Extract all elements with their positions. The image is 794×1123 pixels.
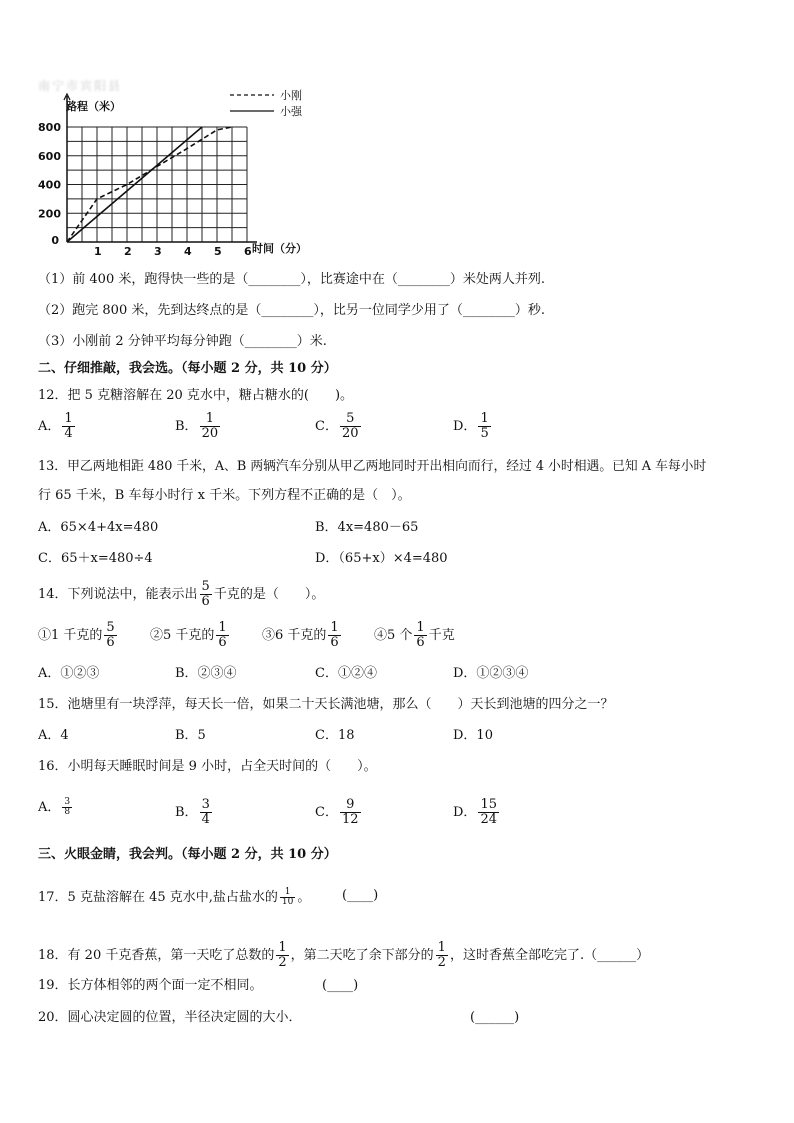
q14-option-c: C．①②④ — [315, 666, 377, 681]
q13-option-b: B．4x=480－65 — [315, 520, 419, 535]
q14-item-4: ④5 个 $\frac{1}{6}$ 千克 — [374, 620, 455, 650]
q15-option-b: B．5 — [175, 728, 206, 743]
q14-option-d: D．①②③④ — [453, 666, 529, 681]
q14-option-b: B．②③④ — [175, 666, 237, 681]
q12-option-d: D． $\frac{1}{5}$ — [453, 411, 489, 441]
q20: 20．圆心决定圆的位置，半径决定圆的大小． — [38, 1010, 302, 1025]
y-tick-label: 0 — [51, 234, 59, 247]
q14-stem: 14．下列说法中，能表示出 $\frac{5}{6}$ 千克的是（ ）。 — [38, 579, 325, 609]
q15-option-a: A．4 — [38, 728, 69, 743]
q14-item-3: ③6 千克的 $\frac{1}{6}$ — [262, 620, 339, 650]
chart-grid — [67, 127, 247, 242]
q14-item-2: ②5 千克的 $\frac{1}{6}$ — [150, 620, 227, 650]
q13-line1: 13．甲乙两地相距 480 千米，A、B 两辆汽车分别从甲乙两地同时开出相向而行，经过 4 小时相遇。已知 A 车每小时 — [38, 459, 707, 474]
section3-heading: 三、火眼金睛，我会判。（每小题 2 分，共 10 分） — [38, 847, 337, 862]
q17-answer-blank[interactable]: (____) — [342, 888, 379, 903]
q14-item-1: ①1 千克的 $\frac{5}{6}$ — [38, 620, 115, 650]
y-tick-label: 400 — [38, 178, 61, 192]
q16-option-d: D． $\frac{15}{24}$ — [453, 797, 497, 827]
q16-stem: 16．小明每天睡眠时间是 9 小时，占全天时间的（ ）。 — [38, 759, 377, 774]
chart-xlabel: 时间（分） — [252, 242, 307, 255]
q12-option-a: A． $\frac{1}{4}$ — [38, 411, 73, 441]
q13-option-a: A．65×4+4x=480 — [38, 520, 159, 535]
section2-heading: 二、仔细推敲，我会选。（每小题 2 分，共 10 分） — [38, 361, 337, 376]
legend-label-xiaogang: 小刚 — [280, 89, 302, 102]
q11-part1: （1）前 400 米，跑得快一些的是（________），比赛途中在（________）米处两人并列. — [38, 272, 545, 287]
y-tick-label: 600 — [38, 149, 61, 163]
header-blur: 南宁市宾阳县 — [38, 79, 123, 93]
q12-option-b: B． $\frac{1}{20}$ — [175, 411, 219, 441]
q16-option-b: B． $\frac{3}{4}$ — [175, 797, 210, 827]
q15-stem: 15．池塘里有一块浮萍，每天长一倍，如果二十天长满池塘，那么（ ）天长到池塘的四分之一？ — [38, 697, 614, 712]
x-tick-label: 2 — [124, 245, 132, 257]
q11-part2: （2）跑完 800 米，先到达终点的是（________），比另一位同学少用了（________）秒. — [38, 303, 545, 318]
q19: 19．长方体相邻的两个面一定不相同。 — [38, 978, 263, 993]
q12-option-c: C． $\frac{5}{20}$ — [315, 411, 359, 441]
q15-option-d: D．10 — [453, 728, 493, 743]
q15-option-c: C．18 — [315, 728, 355, 743]
x-tick-label: 1 — [94, 245, 102, 257]
q11-part3: （3）小刚前 2 分钟平均每分钟跑（________）米. — [38, 334, 327, 349]
q13-option-d: D．（65+x）×4=480 — [315, 551, 448, 566]
q14-option-a: A．①②③ — [38, 666, 100, 681]
q18: 18．有 20 千克香蕉，第一天吃了总数的 $\frac{1}{2}$ ，第二天吃了余下部分的 $\frac{1}{2}$ ，这时香蕉全部吃完了.（______） — [38, 940, 650, 970]
x-tick-label: 4 — [184, 245, 192, 257]
x-tick-label: 6 — [244, 245, 252, 257]
x-tick-label: 3 — [154, 245, 162, 257]
q12-stem: 12．把 5 克糖溶解在 20 克水中，糖占糖水的( )。 — [38, 388, 354, 403]
distance-time-chart — [30, 82, 330, 257]
q16-option-a: A． $\frac{3}{8}$ — [38, 797, 71, 817]
q19-answer-blank[interactable]: (____) — [322, 978, 359, 993]
q16-option-c: C． $\frac{9}{12}$ — [315, 797, 359, 827]
y-tick-label: 200 — [38, 207, 61, 221]
q13-option-c: C．65＋x=480÷4 — [38, 551, 153, 566]
chart-ylabel: 路程（米） — [66, 100, 121, 113]
y-tick-label: 800 — [38, 121, 61, 134]
x-tick-label: 5 — [214, 245, 222, 257]
q20-answer-blank[interactable]: (______) — [470, 1010, 520, 1025]
q13-line2: 行 65 千米，B 车每小时行 x 千米。下列方程不正确的是（ ）。 — [38, 488, 411, 503]
q17: 17．5 克盐溶解在 45 克水中,盐占盐水的 $\frac{1}{10}$ 。 — [38, 887, 311, 907]
legend-label-xiaoqiang: 小强 — [280, 105, 302, 118]
